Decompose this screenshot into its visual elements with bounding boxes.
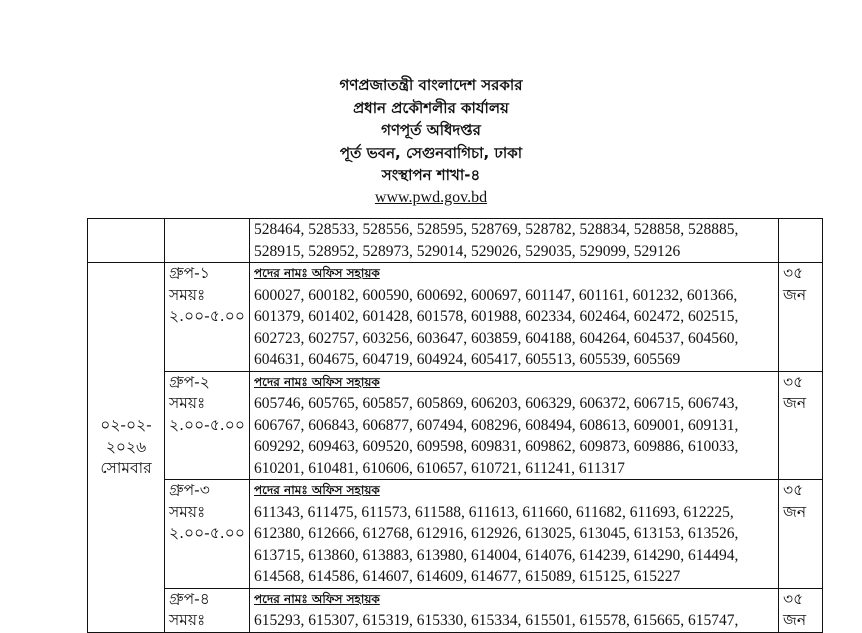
- section-name: সংস্থাপন শাখা-৪: [381, 166, 481, 184]
- roll-numbers: 611343, 611475, 611573, 611588, 611613, 611660, 611682, 611693, 612225, 612380, 612666, 612768, 612916, 612926, 613025, 613045, 613153, 613526, 613715, 613860, 613883, 613980, 614004, 614076, 614239, 614290, 614494, 614568, 614586, 614607, 614609, 614677, 615089, 615125, 615227: [254, 503, 739, 585]
- time-label: সময়ঃ: [169, 611, 206, 629]
- table-row: [88, 588, 823, 632]
- candidate-count: ৩৫: [783, 372, 804, 391]
- time-label: সময়ঃ: [169, 394, 206, 412]
- post-name: পদের নামঃ অফিস সহায়ক: [254, 591, 380, 606]
- date-cell: [88, 263, 165, 633]
- website-link[interactable]: www.pwd.gov.bd: [374, 188, 488, 206]
- roll-numbers: 600027, 600182, 600590, 600692, 600697, 601147, 601161, 601232, 601366, 601379, 601402, 601428, 601578, 601988, 602334, 602464, 602472, 602515, 602723, 602757, 603256, 603647, 603859, 604188, 604264, 604537, 604560, 604631, 604675, 604719, 604924, 605417, 605513, 605539, 605569: [254, 286, 739, 368]
- group-cell: [165, 480, 250, 589]
- roll-numbers-cell: [250, 219, 779, 263]
- roll-numbers-cell: [250, 371, 779, 480]
- exam-schedule-table: [87, 218, 823, 633]
- govt-name: গণপ্রজাতন্ত্রী বাংলাদেশ সরকার: [339, 76, 523, 94]
- candidate-count: ৩৫: [783, 264, 804, 282]
- group-name: গ্রুপ-৪: [169, 589, 210, 608]
- date-line: ০২-০২-: [100, 416, 152, 434]
- post-name: পদের নামঃ অফিস সহায়ক: [254, 266, 380, 280]
- roll-numbers: 615293, 615307, 615319, 615330, 615334, 615501, 615578, 615665, 615747,: [254, 612, 739, 629]
- count-unit: জন: [783, 611, 807, 629]
- group-name: গ্রুপ-২: [169, 372, 210, 391]
- roll-numbers-cell: [250, 480, 779, 589]
- count-cell: [779, 480, 823, 589]
- date-cell-empty: [88, 219, 165, 263]
- roll-numbers: 528464, 528533, 528556, 528595, 528769, 528782, 528834, 528858, 528885, 528915, 528952, 528973, 529014, 529026, 529035, 529099, 529126: [254, 221, 739, 260]
- group-name: গ্রুপ-৩: [169, 481, 210, 499]
- time-label: সময়ঃ: [169, 285, 206, 304]
- time-range: ২.০০-৫.০০: [169, 524, 245, 542]
- candidate-count: ৩৫: [783, 481, 804, 499]
- roll-numbers: 605746, 605765, 605857, 605869, 606203, 606329, 606372, 606715, 606743, 606767, 606843, 606877, 607494, 608296, 608494, 608613, 609001, 609131, 609292, 609463, 609520, 609598, 609831, 609862, 609873, 609886, 610033, 610201, 610481, 610606, 610657, 610721, 611241, 611317: [254, 395, 739, 477]
- roll-numbers-cell: [250, 263, 779, 372]
- count-cell-empty: [779, 219, 823, 263]
- group-name: গ্রুপ-১: [169, 264, 210, 282]
- post-name: পদের নামঃ অফিস সহায়ক: [254, 374, 380, 389]
- address: পূর্ত ভবন, সেগুনবাগিচা, ঢাকা: [339, 143, 523, 162]
- group-cell: [165, 371, 250, 480]
- count-unit: জন: [783, 285, 807, 304]
- count-cell: [779, 588, 823, 632]
- group-cell-empty: [165, 219, 250, 263]
- time-range: ২.০০-৫.০০: [169, 415, 245, 434]
- department-name: গণপূর্ত অধিদপ্তর: [381, 121, 481, 139]
- table-row: [88, 480, 823, 589]
- count-unit: জন: [783, 394, 807, 412]
- count-unit: জন: [783, 502, 807, 521]
- count-cell: [779, 371, 823, 480]
- date-year: ২০২৬: [105, 437, 147, 456]
- group-cell: [165, 588, 250, 632]
- roll-numbers-cell: [250, 588, 779, 632]
- office-name: প্রধান প্রকৌশলীর কার্যালয়: [353, 98, 509, 117]
- table-row: [88, 371, 823, 480]
- table-row: [88, 263, 823, 372]
- table-row: [88, 219, 823, 263]
- candidate-count: ৩৫: [783, 589, 804, 608]
- letterhead: [0, 74, 862, 209]
- time-label: সময়ঃ: [169, 502, 206, 521]
- count-cell: [779, 263, 823, 372]
- post-name: পদের নামঃ অফিস সহায়ক: [254, 483, 380, 497]
- date-day: সোমবার: [100, 459, 152, 477]
- group-cell: [165, 263, 250, 372]
- time-range: ২.০০-৫.০০: [169, 307, 245, 325]
